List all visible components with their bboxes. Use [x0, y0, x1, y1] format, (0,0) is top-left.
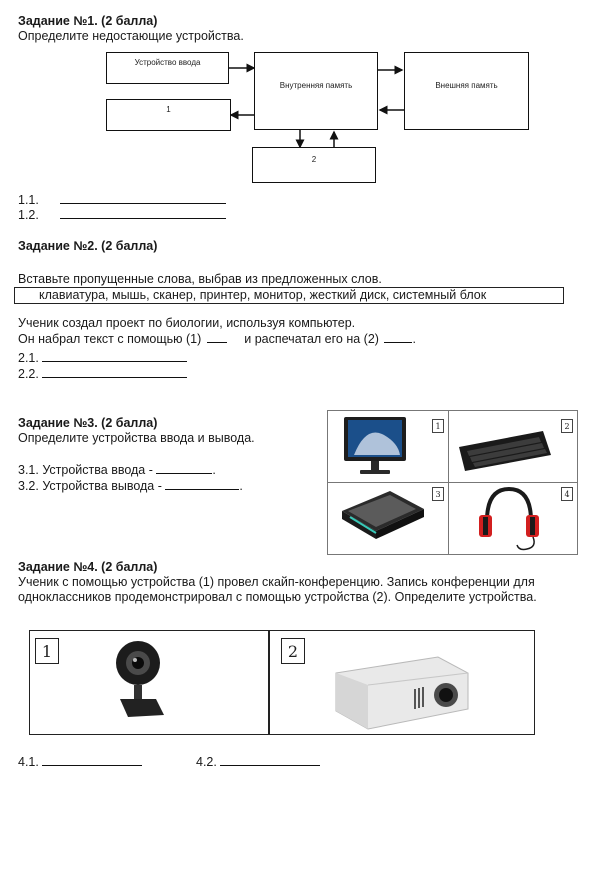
answer-4-2-blank[interactable] [220, 754, 320, 766]
task3-title: Задание №3. (2 балла) [18, 416, 158, 430]
grid3-cell-1 [327, 410, 449, 483]
answer-2-2-blank[interactable] [42, 366, 187, 378]
monitor-icon [340, 415, 420, 479]
task3-q2-blank[interactable] [165, 478, 239, 490]
task2-blank-2[interactable] [384, 331, 412, 343]
keyboard-icon [455, 425, 555, 475]
task1-instruction: Определите недостающие устройства. [18, 29, 244, 43]
answer-1-1-label: 1.1. [18, 193, 39, 207]
missing-device-box-1 [106, 99, 231, 131]
answer-2-2 [18, 366, 187, 382]
grid3-number-3: 3 [432, 487, 444, 501]
internal-memory-box [254, 52, 378, 130]
missing-device-box-2 [252, 147, 376, 183]
answer-1-1 [18, 192, 226, 208]
word-bank [14, 287, 564, 304]
input-device-label: Устройство ввода [134, 58, 201, 67]
answer-4-2-label: 4.2. [196, 755, 217, 769]
grid3-cell-4 [448, 482, 578, 555]
task3-q1-blank[interactable] [156, 462, 212, 474]
task2-instruction: Вставьте пропущенные слова, выбрав из предложенных слов. [18, 272, 382, 286]
grid4-number-2: 2 [281, 638, 305, 664]
task2-text-line2: Он набрал текст с помощью (1) и распечатал его на (2) . [18, 332, 416, 346]
external-memory-box [404, 52, 529, 130]
task2-text-part-a: Он набрал текст с помощью (1) [18, 332, 202, 346]
task3-q2-label: 3.2. Устройства вывода - [18, 479, 162, 493]
webcam-icon [110, 633, 190, 733]
task1-title: Задание №1. (2 балла) [18, 14, 158, 28]
grid3-number-1: 1 [432, 419, 444, 433]
grid3-number-2: 2 [561, 419, 573, 433]
external-memory-label: Внешняя память [435, 81, 498, 90]
answer-2-2-label: 2.2. [18, 367, 39, 381]
word-bank-text: клавиатура, мышь, сканер, принтер, монитор, жесткий диск, системный блок [39, 288, 487, 302]
scanner-icon [332, 487, 428, 547]
answer-1-2-blank[interactable] [60, 207, 226, 219]
answer-4-1 [18, 754, 142, 770]
input-device-box [106, 52, 229, 84]
answer-4-2 [196, 754, 320, 770]
box-1-number: 1 [166, 105, 171, 114]
box-2-number: 2 [311, 155, 317, 164]
internal-memory-label: Внутренняя память [279, 81, 353, 90]
task3-q1: 3.1. Устройства ввода - . [18, 463, 216, 477]
answer-1-2 [18, 207, 226, 223]
answer-4-1-blank[interactable] [42, 754, 142, 766]
answer-2-1-blank[interactable] [42, 350, 187, 362]
task3-q1-label: 3.1. Устройства ввода - [18, 463, 153, 477]
task4-title: Задание №4. (2 балла) [18, 560, 158, 574]
answer-1-2-label: 1.2. [18, 208, 39, 222]
task2-text-part-b: и распечатал его на (2) [244, 332, 379, 346]
grid3-cell-2 [448, 410, 578, 483]
grid4-cell-1 [29, 630, 269, 735]
answer-1-1-blank[interactable] [60, 192, 226, 204]
answer-2-1 [18, 350, 187, 366]
answer-4-1-label: 4.1. [18, 755, 39, 769]
headphones-icon [473, 483, 563, 553]
answer-2-1-label: 2.1. [18, 351, 39, 365]
projector-icon [328, 645, 478, 735]
grid3-number-4: 4 [561, 487, 573, 501]
task4-text-line1: Ученик с помощью устройства (1) провел скайп-конференцию. Запись конференции для [18, 575, 535, 589]
grid4-cell-2 [269, 630, 535, 735]
task3-instruction: Определите устройства ввода и вывода. [18, 431, 255, 445]
task3-q2: 3.2. Устройства вывода - . [18, 479, 243, 493]
task2-text-line1: Ученик создал проект по биологии, используя компьютер. [18, 316, 356, 330]
task2-title: Задание №2. (2 балла) [18, 239, 158, 253]
task2-blank-1[interactable] [207, 331, 227, 343]
task4-text-line2: одноклассников продемонстрировал с помощью устройства (2). Определите устройства. [18, 590, 537, 604]
grid4-number-1: 1 [35, 638, 59, 664]
grid3-cell-3 [327, 482, 449, 555]
